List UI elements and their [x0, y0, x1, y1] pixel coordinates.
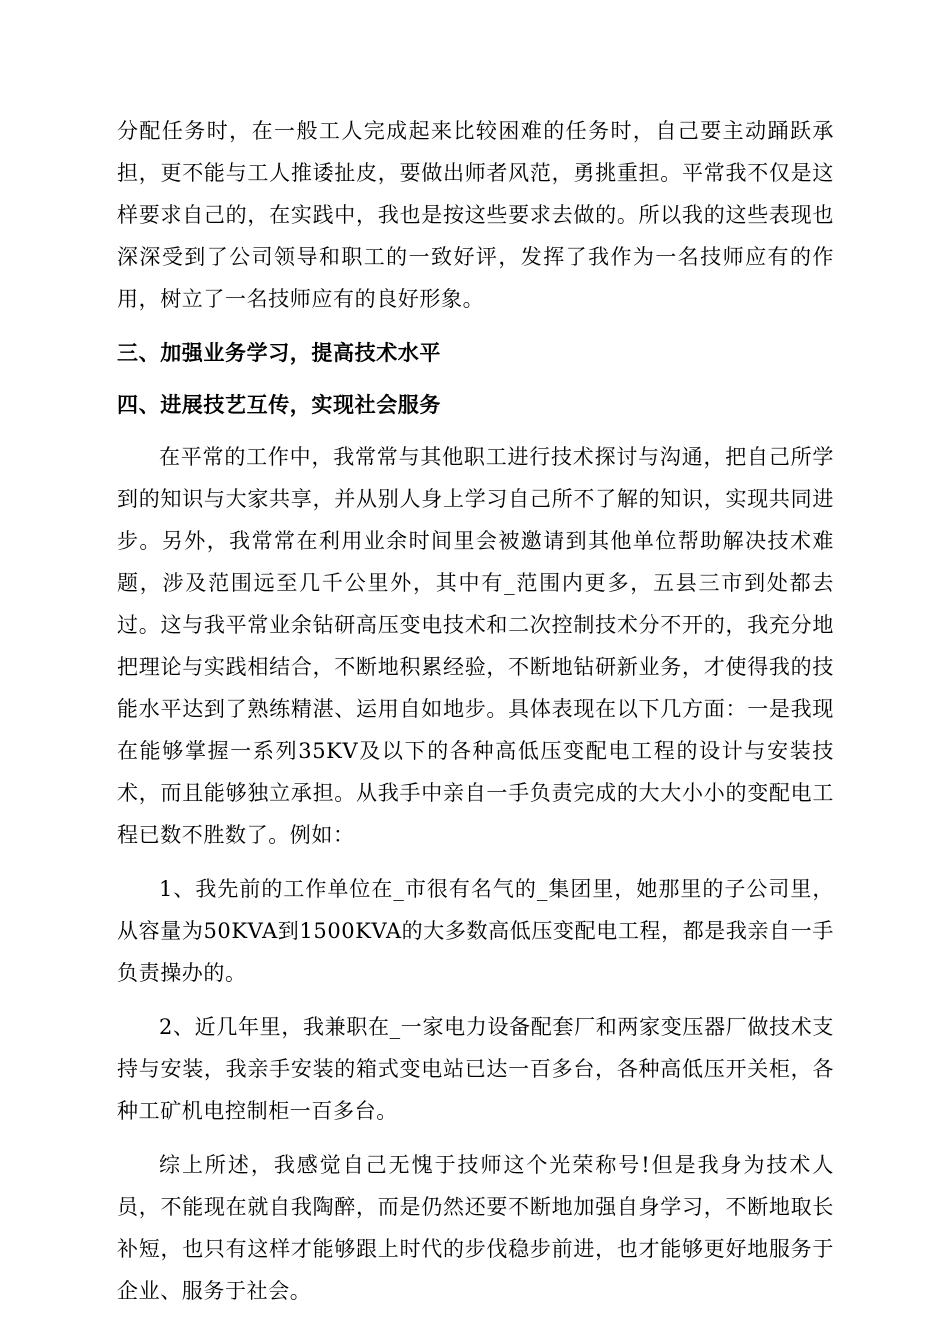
paragraph-service: 在平常的工作中，我常常与其他职工进行技术探讨与沟通，把自己所学到的知识与大家共享，并从别人身上学习自己所不了解的知识，实现共同进步。另外，我常常在利用业余时间里会被邀请到其他单位帮助解决技术难题，涉及范围远至几千公里外，其中有_范围内更多，五县三市到处都去过。这与我平常业余钻研高压变电技术和二次控制技术分不开的，我充分地把理论与实践相结合，不断地积累经验，不断地钻研新业务，才使得我的技能水平达到了熟练精湛、运用自如地步。具体表现在以下几方面：一是我现在能够掌握一系列35KV及以下的各种高低压变配电工程的设计与安装技术，而且能够独立承担。从我手中亲自一手负责完成的大大小小的变配电工程已数不胜数了。例如：: [117, 445, 834, 847]
document-page: [117, 110, 834, 1312]
paragraph-duty: 分配任务时，在一般工人完成起来比较困难的任务时，自己要主动踊跃承担，更不能与工人推诿扯皮，要做出师者风范，勇挑重担。平常我不仅是这样要求自己的，在实践中，我也是按这些要求去做的。所以我的这些表现也深深受到了公司领导和职工的一致好评，发挥了我作为一名技师应有的作用，树立了一名技师应有的良好形象。: [117, 119, 834, 311]
paragraph-example-2: 2、近几年里，我兼职在_一家电力设备配套厂和两家变压器厂做技术支持与安装，我亲手安装的箱式变电站已达一百多台，各种高低压开关柜，各种工矿机电控制柜一百多台。: [117, 1015, 834, 1123]
paragraph-example-1: 1、我先前的工作单位在_市很有名气的_集团里，她那里的子公司里，从容量为50KVA到1500KVA的大多数高低压变配电工程，都是我亲自一手负责操办的。: [117, 877, 834, 985]
paragraph-summary: 综上所述，我感觉自己无愧于技师这个光荣称号!但是我身为技术人员，不能现在就自我陶醉，而是仍然还要不断地加强自身学习，不断地取长补短，也只有这样才能够跟上时代的步伐稳步前进，也才能够更好地服务于企业、服务于社会。: [117, 1153, 834, 1303]
section-heading-4: 四、进展技艺互传，实现社会服务: [117, 393, 441, 417]
section-heading-3: 三、加强业务学习，提高技术水平: [117, 341, 441, 365]
